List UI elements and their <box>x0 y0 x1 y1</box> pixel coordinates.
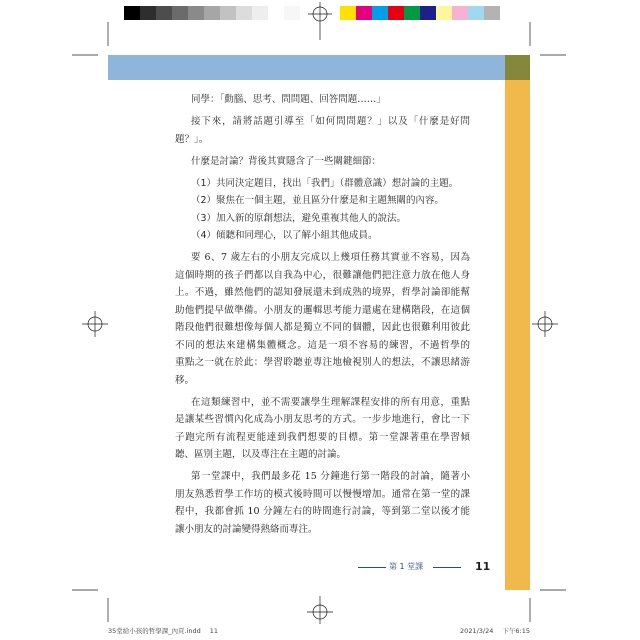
intro-paragraph <box>175 91 470 109</box>
text-line: 題？」。 <box>175 133 209 145</box>
registration-target-right-icon <box>532 311 558 337</box>
text-line: 朋友熟悉哲學工作坊的模式後時間可以慢慢增加。通常在第一堂的課 <box>175 488 470 500</box>
text-line: 在這類練習中，並不需要讓學生理解課程安排的所有用意，重點 <box>191 396 470 408</box>
gray-swatch <box>236 6 252 20</box>
slug-page: 11 <box>209 627 219 635</box>
color-swatch <box>388 6 404 20</box>
text-line: 第一堂課中，我們最多花 15 分鐘進行第一階段的討論，隨著小 <box>191 471 470 482</box>
text-line: 要 6、7 歲左右的小朋友完成以上幾項任務其實並不容易，因為 <box>191 252 470 263</box>
color-swatch <box>372 6 388 20</box>
gray-swatch <box>140 6 156 20</box>
color-swatch <box>420 6 436 20</box>
header-band-corner <box>505 55 530 80</box>
text-line: 同學：「動腦、思考、問問題、回答問題……」 <box>191 94 386 105</box>
text-line: 上。不過，雖然他們的認知發展還未到成熟的境界，哲學討論卻能幫 <box>175 287 470 298</box>
color-swatch <box>452 6 468 20</box>
crop-mark-bottom-right <box>530 590 566 622</box>
gray-swatch <box>268 6 284 20</box>
gray-swatch <box>172 6 188 20</box>
text-line: 是讓某些習慣內化成為小朋友思考的方式。一步步地進行，會比一下 <box>175 414 470 425</box>
header-band-blue <box>108 55 505 80</box>
registration-target-bottom-icon <box>307 596 333 624</box>
gray-swatch <box>124 6 140 20</box>
text-line: 程中，我都會抓 10 分鐘左右的時間進行討論，等到第二堂以後才能 <box>175 506 470 517</box>
color-swatch <box>484 6 500 20</box>
discussion-point: （3）加入新的原創想法，避免重複其他人的說法。 <box>191 212 407 224</box>
text-line: 子跑完所有流程更能達到我們想要的目標。第一堂課著重在學習傾 <box>175 431 470 443</box>
color-calibration-bar <box>340 6 516 20</box>
footer-rule-left <box>358 567 386 568</box>
gray-swatch <box>204 6 220 20</box>
text-line: 不同的想法來建構集體概念。這是一項不容易的練習，不過哲學的 <box>175 339 470 351</box>
text-line: 接下來，請將話題引導至「如何問問題？」以及「什麼是好問 <box>191 116 470 127</box>
gray-swatch <box>220 6 236 20</box>
registration-target-left-icon <box>82 311 108 337</box>
text-line: 讓小朋友的討論變得熱絡而專注。 <box>175 523 318 535</box>
intro-paragraph <box>175 153 470 171</box>
text-line: 階段他們很難想像每個人都是獨立不同的個體，因此也很難利用彼此 <box>175 322 470 333</box>
slug-time: 下午6:15 <box>502 627 530 635</box>
discussion-point: （2）聚焦在一個主題，並且區分什麼是和主題無關的內容。 <box>191 195 445 206</box>
color-swatch <box>468 6 484 20</box>
gray-swatch <box>156 6 172 20</box>
text-line: 重點之一就在於此：學習聆聽並專注地檢視別人的想法，不讓思緒游 <box>175 357 470 368</box>
color-swatch <box>404 6 420 20</box>
registration-target-top-icon <box>308 2 332 40</box>
discussion-points-list <box>175 175 470 245</box>
discussion-point: （4）傾聽和同理心，以了解小組其他成員。 <box>191 230 378 241</box>
text-line: 助他們提早做準備。小朋友的邏輯思考能力還處在建構階段，在這個 <box>175 304 470 316</box>
color-swatch <box>356 6 372 20</box>
side-band-yellow <box>505 80 530 590</box>
gray-swatch <box>252 6 268 20</box>
page-number: 11 <box>475 560 491 573</box>
text-line: 聽、區別主題，以及專注在主題的討論。 <box>175 449 347 460</box>
discussion-point: （1）共同決定題目，找出「我們」（群體意識）想討論的主題。 <box>191 177 459 189</box>
color-swatch <box>436 6 452 20</box>
intro-paragraph <box>175 113 470 148</box>
slug-date: 2021/3/24 <box>460 627 494 635</box>
crop-mark-bottom-left <box>72 590 108 622</box>
body-text-column <box>175 91 470 538</box>
text-line: 這個時期的孩子們都以自我為中心，很難讓他們把注意力放在他人身 <box>175 269 470 281</box>
footer-rule-right <box>433 567 461 568</box>
color-swatch <box>340 6 356 20</box>
print-slug-timestamp <box>460 627 530 636</box>
gray-calibration-bar <box>124 6 300 20</box>
running-footer-chapter: 第 1 堂課 <box>389 562 424 571</box>
gray-swatch <box>188 6 204 20</box>
color-swatch <box>500 6 516 20</box>
slug-file-name: 35堂給小孩的哲學課_內頁.indd <box>108 627 201 635</box>
text-line: 移。 <box>175 374 195 386</box>
gray-swatch <box>284 6 300 20</box>
body-paragraph <box>175 394 470 464</box>
crop-mark-top-left <box>72 22 108 55</box>
text-line: 什麼是討論？背後其實隱含了一些關鍵細節： <box>191 155 382 167</box>
body-paragraph <box>175 468 470 538</box>
crop-mark-top-right <box>530 22 566 55</box>
print-slug-file <box>108 627 218 636</box>
body-paragraph <box>175 249 470 389</box>
